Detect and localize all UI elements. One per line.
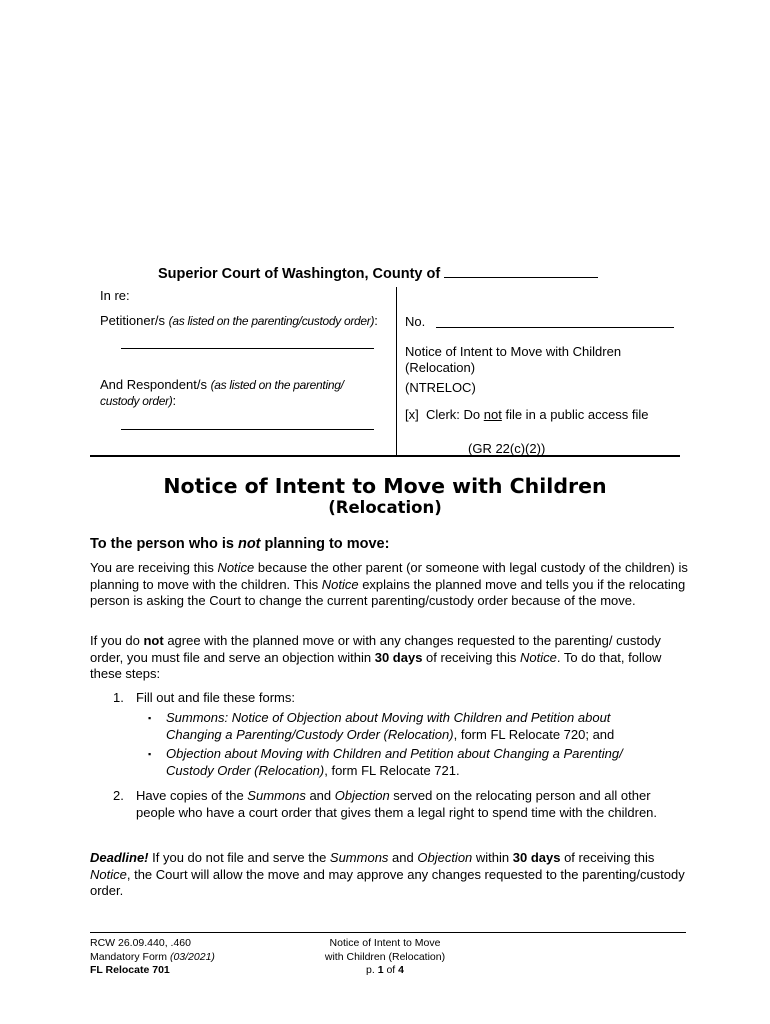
p2-f: Notice bbox=[519, 649, 557, 665]
footer-page bbox=[300, 964, 470, 978]
respondent-line-2 bbox=[100, 393, 176, 408]
p2-a: If you do bbox=[90, 633, 144, 648]
court-heading bbox=[158, 263, 598, 282]
deadline-a: If you do not file and serve the bbox=[148, 850, 330, 865]
respondent-note-1: (as listed on the parenting/ bbox=[210, 378, 344, 392]
p2-g: . To do that, follow these steps: bbox=[90, 649, 662, 681]
step-2-pre: Have copies of the bbox=[136, 788, 248, 803]
doc-title-2: (Relocation) bbox=[405, 360, 476, 375]
footer-mandatory bbox=[90, 951, 215, 965]
deadline-paragraph bbox=[90, 850, 690, 900]
p1-c: because the other parent (or someone with legal custody of the children) is planning to move with the children. This bbox=[90, 560, 688, 592]
step-1-text: Fill out and file these forms: bbox=[136, 690, 295, 705]
bullet-icon: ▪ bbox=[148, 749, 152, 759]
form-720-title: Summons: Notice of Objection about Moving with Children and Petition about Changing a Parenting/Custody Order (Relocation) bbox=[166, 710, 611, 742]
footer-form-id: FL Relocate 701 bbox=[90, 964, 170, 976]
step-2-objection: Objection bbox=[334, 788, 390, 803]
county-blank-line bbox=[444, 263, 598, 278]
p1-d: Notice bbox=[321, 576, 359, 592]
footer-rcw: RCW 26.09.440, .460 bbox=[90, 937, 191, 949]
footer-center-2: with Children (Relocation) bbox=[324, 950, 446, 963]
case-no-blank-line[interactable] bbox=[436, 327, 674, 328]
p1-e: explains the planned move and tells you if the relocating person is asking the Court to change the current parenting/custody order because of the move. bbox=[90, 576, 686, 608]
step-2-text bbox=[136, 788, 676, 821]
petitioner-line bbox=[100, 313, 378, 328]
deadline-e: within bbox=[472, 850, 513, 865]
gr-rule: (GR 22(c)(2)) bbox=[468, 441, 546, 456]
form-item-summons bbox=[166, 710, 666, 743]
deadline-label: Deadline! bbox=[90, 850, 149, 865]
page-subtitle: (Relocation) bbox=[328, 498, 442, 517]
clerk-post: file in a public access file bbox=[501, 407, 649, 422]
deadline-c: and bbox=[388, 850, 418, 865]
step-1-number: 1. bbox=[113, 690, 124, 705]
step-2-number: 2. bbox=[113, 788, 124, 803]
footer-left bbox=[90, 937, 215, 978]
respondent-colon: : bbox=[172, 393, 177, 408]
footer-page-total: 4 bbox=[398, 964, 404, 976]
footer-mandatory-date: (03/2021) bbox=[169, 950, 215, 963]
respondent-line bbox=[100, 377, 344, 392]
footer-rule bbox=[90, 932, 686, 933]
p2-c: agree with the planned move or with any changes requested to the parenting/ custody order, you must file and serve an objection within bbox=[90, 633, 661, 665]
respondent-blank-line bbox=[121, 429, 374, 430]
form-721-title: Objection about Moving with Children and Petition about Changing a Parenting/ Custody Order (Relocation) bbox=[166, 746, 623, 778]
deadline-h: Notice bbox=[90, 866, 127, 882]
clerk-line bbox=[405, 407, 649, 422]
court-prefix: Superior Court of Washington, County of bbox=[158, 266, 441, 282]
intro-heading-em: not bbox=[237, 536, 261, 552]
p2-e: of receiving this bbox=[422, 649, 520, 665]
footer-center-1: Notice of Intent to Move bbox=[329, 937, 441, 949]
petitioner-colon: : bbox=[374, 313, 378, 328]
p2-b: not bbox=[143, 633, 164, 648]
footer-center bbox=[300, 937, 470, 978]
form-item-objection bbox=[166, 746, 666, 779]
p1-b: Notice bbox=[217, 560, 255, 575]
doc-code: (NTRELOC) bbox=[405, 380, 476, 395]
intro-heading-pre: To the person who is bbox=[90, 536, 238, 552]
page-title: Notice of Intent to Move with Children bbox=[163, 474, 607, 498]
para-if-not-agree bbox=[90, 633, 690, 683]
bullet-icon: ▪ bbox=[148, 713, 152, 723]
clerk-pre: Clerk: Do bbox=[425, 407, 484, 422]
petitioner-note: (as listed on the parenting/custody order) bbox=[168, 314, 375, 328]
deadline-g: of receiving this bbox=[560, 850, 655, 865]
form-721-suffix: , form FL Relocate 721. bbox=[324, 762, 460, 778]
form-720-suffix: , form FL Relocate 720; and bbox=[453, 726, 615, 742]
respondent-note-2: custody order) bbox=[100, 394, 173, 408]
clerk-not: not bbox=[483, 407, 502, 422]
caption-divider bbox=[396, 287, 397, 455]
step-2-mid: and bbox=[305, 788, 335, 803]
footer-page-mid: of bbox=[383, 964, 399, 976]
petitioner-label: Petitioner/s bbox=[100, 313, 166, 328]
respondent-label: And Respondent/s bbox=[100, 377, 207, 392]
step-2-post: served on the relocating person and all other people who have a court order that gives them a legal right to spend time with the children. bbox=[136, 788, 658, 820]
p2-d: 30 days bbox=[374, 649, 423, 665]
deadline-f: 30 days bbox=[512, 850, 561, 865]
in-re-label: In re: bbox=[100, 288, 130, 303]
clerk-checkbox[interactable]: [x] bbox=[405, 407, 419, 422]
p1-a: You are receiving this bbox=[90, 560, 218, 575]
step-2-summons: Summons bbox=[247, 788, 306, 803]
para-receiving-notice bbox=[90, 560, 690, 610]
footer-mandatory-pre: Mandatory Form bbox=[90, 950, 170, 963]
doc-title-1: Notice of Intent to Move with Children bbox=[405, 344, 622, 359]
petitioner-blank-line bbox=[121, 348, 374, 349]
footer-page-pre: p. bbox=[366, 964, 378, 976]
intro-heading bbox=[90, 536, 389, 552]
footer-page-num: 1 bbox=[377, 964, 384, 976]
deadline-d: Objection bbox=[417, 850, 473, 865]
deadline-b: Summons bbox=[329, 850, 389, 865]
deadline-i: , the Court will allow the move and may approve any changes requested to the parenting/custody order. bbox=[90, 866, 685, 898]
intro-heading-post: planning to move: bbox=[260, 536, 390, 552]
case-no-label: No. bbox=[405, 314, 426, 329]
caption-bottom-rule bbox=[90, 455, 680, 457]
